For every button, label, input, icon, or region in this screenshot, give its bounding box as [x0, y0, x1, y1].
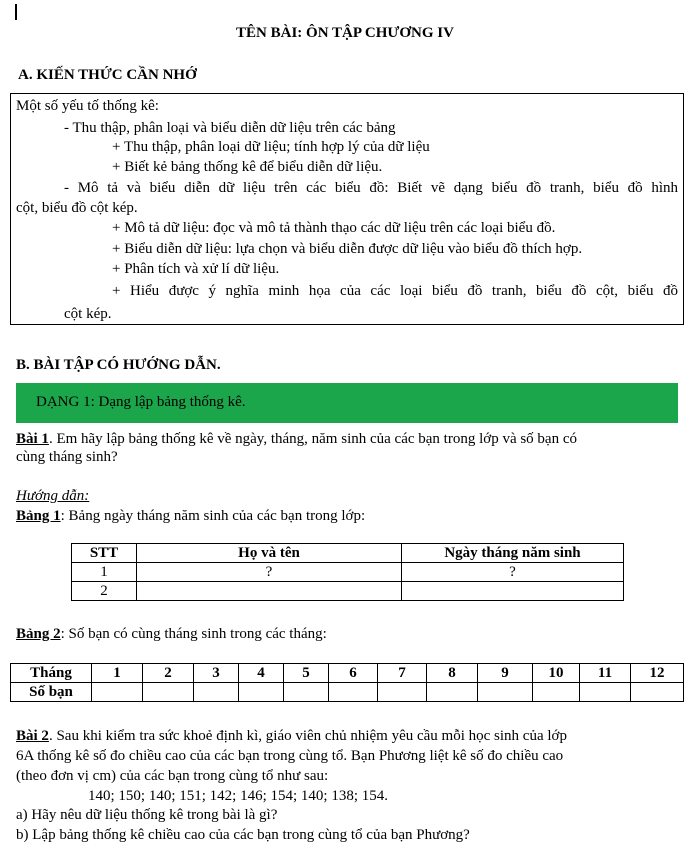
count-cell: [427, 683, 478, 702]
question-b: b) Lập bảng thống kê chiều cao của các bạn trong cùng tổ của bạn Phương?: [16, 827, 470, 843]
page-title: TÊN BÀI: ÔN TẬP CHƯƠNG IV: [236, 25, 454, 41]
dang1-banner: DẠNG 1: Dạng lập bảng thống kê.: [16, 383, 678, 423]
count-cell: [631, 683, 684, 702]
count-cell: [378, 683, 427, 702]
box-line: + Phân tích và xử lí dữ liệu.: [112, 261, 280, 277]
table-cell: ?: [402, 563, 624, 582]
count-cell: [143, 683, 194, 702]
table-cell: 1: [72, 563, 137, 582]
count-cell: [533, 683, 580, 702]
box-line: cột, biểu đồ cột kép.: [16, 200, 138, 216]
box-intro: Một số yếu tố thống kê:: [16, 98, 159, 114]
month-label-cell: Tháng: [11, 664, 92, 683]
bang1-label: Bảng 1: [16, 508, 61, 524]
text-cursor: [15, 4, 17, 20]
table-header-row: [72, 544, 624, 563]
table-cell: 2: [72, 582, 137, 601]
month-cell: 6: [329, 664, 378, 683]
box-line: - Mô tả và biểu diễn dữ liệu trên các biểu đồ: Biết vẽ dạng biểu đồ tranh, biểu đồ hình: [64, 180, 678, 196]
bang2-line: [16, 625, 327, 643]
month-row: [11, 664, 684, 683]
count-cell: [580, 683, 631, 702]
box-line: cột kép.: [64, 306, 112, 322]
box-line: + Hiểu được ý nghĩa minh họa của các loại biểu đồ tranh, biểu đồ cột, biểu đồ: [112, 283, 678, 299]
bai2-text: . Sau khi kiểm tra sức khoẻ định kì, giáo viên chủ nhiệm yêu cầu mỗi học sinh của lớp: [48, 728, 567, 744]
month-cell: 1: [92, 664, 143, 683]
count-label-cell: Số bạn: [11, 683, 92, 702]
month-cell: 8: [427, 664, 478, 683]
count-cell: [329, 683, 378, 702]
month-cell: 4: [239, 664, 284, 683]
month-cell: 5: [284, 664, 329, 683]
header-cell: Ngày tháng năm sinh: [402, 544, 624, 563]
month-cell: 2: [143, 664, 194, 683]
month-table: [10, 663, 684, 702]
bai1-line: [16, 430, 577, 448]
month-cell: 3: [194, 664, 239, 683]
bang1-line: [16, 507, 365, 525]
table-row: [72, 563, 624, 582]
table-cell: [402, 582, 624, 601]
bai2-label: Bài 2: [16, 728, 49, 744]
birthday-table: [71, 543, 624, 601]
header-cell: Họ và tên: [137, 544, 402, 563]
bang1-text: : Bảng ngày tháng năm sinh của các bạn trong lớp:: [60, 508, 366, 524]
huong-dan: Hướng dẫn:: [16, 488, 90, 504]
box-line: + Biểu diễn dữ liệu: lựa chọn và biểu diễn được dữ liệu vào biểu đồ thích hợp.: [112, 241, 583, 257]
question-a: a) Hãy nêu dữ liệu thống kê trong bài là gì?: [16, 807, 278, 823]
section-a-heading: A. KIẾN THỨC CẦN NHỚ: [18, 67, 197, 83]
bai1-text: . Em hãy lập bảng thống kê về ngày, tháng, năm sinh của các bạn trong lớp và số bạn có: [48, 431, 577, 447]
month-cell: 10: [533, 664, 580, 683]
box-line: + Thu thập, phân loại dữ liệu; tính hợp lý của dữ liệu: [112, 139, 430, 155]
bai1-label: Bài 1: [16, 431, 49, 447]
bang2-label: Bảng 2: [16, 626, 61, 642]
box-line: + Mô tả dữ liệu: đọc và mô tả thành thạo các dữ liệu trên các loại biểu đồ.: [112, 220, 556, 236]
table-cell: ?: [137, 563, 402, 582]
bai2-line: [16, 727, 567, 745]
month-cell: 9: [478, 664, 533, 683]
count-row: [11, 683, 684, 702]
month-cell: 7: [378, 664, 427, 683]
bai2-line: 6A thống kê số đo chiều cao của các bạn trong cùng tổ. Bạn Phương liệt kê số đo chiều cao: [16, 748, 564, 764]
bai1-line2: cùng tháng sinh?: [16, 449, 118, 465]
bai2-data: 140; 150; 140; 151; 142; 146; 154; 140; 138; 154.: [88, 788, 389, 804]
count-cell: [239, 683, 284, 702]
month-cell: 11: [580, 664, 631, 683]
box-line: - Thu thập, phân loại và biểu diễn dữ liệu trên các bảng: [64, 120, 396, 136]
section-b-heading: B. BÀI TẬP CÓ HƯỚNG DẪN.: [16, 357, 221, 373]
table-cell: [137, 582, 402, 601]
count-cell: [284, 683, 329, 702]
bang2-text: : Số bạn có cùng tháng sinh trong các tháng:: [60, 626, 327, 642]
count-cell: [478, 683, 533, 702]
header-cell: STT: [72, 544, 137, 563]
count-cell: [194, 683, 239, 702]
bai2-line: (theo đơn vị cm) của các bạn trong cùng tổ như sau:: [16, 768, 329, 784]
count-cell: [92, 683, 143, 702]
table-row: [72, 582, 624, 601]
box-line: + Biết kẻ bảng thống kê để biểu diễn dữ liệu.: [112, 159, 383, 175]
month-cell: 12: [631, 664, 684, 683]
